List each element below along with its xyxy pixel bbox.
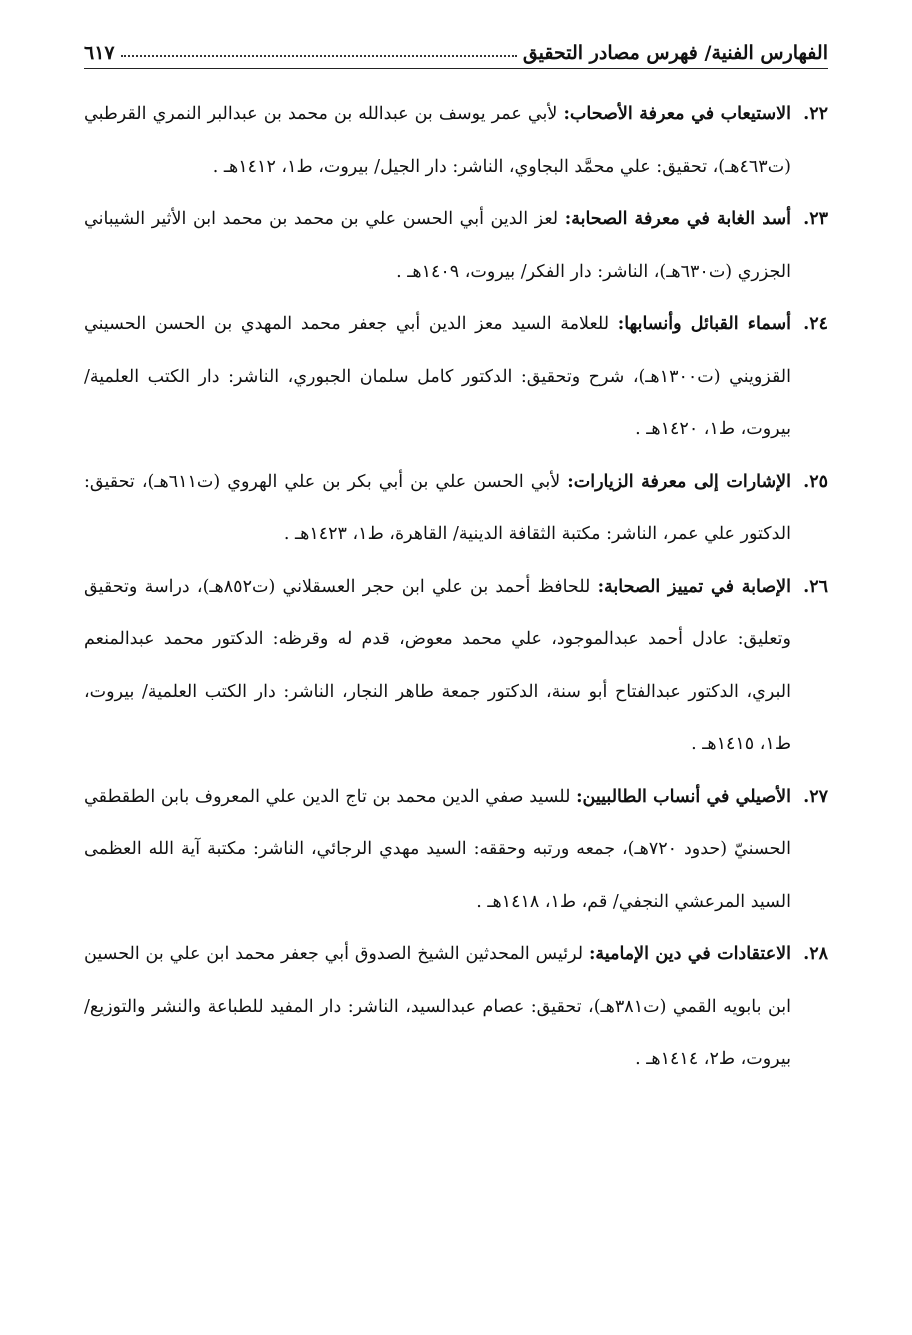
- entry-number: ٢٨.: [803, 944, 828, 964]
- dot-leader: [121, 55, 517, 57]
- entry-heading: الإصابة في تمييز الصحابة:: [597, 576, 791, 597]
- bibliography-entry: [84, 456, 828, 561]
- running-header: [84, 30, 828, 64]
- bibliography-entry: [84, 771, 828, 929]
- entry-heading: أسماء القبائل وأنسابها:: [617, 314, 791, 334]
- entry-text: لرئيس المحدثين الشيخ الصدوق أبي جعفر محمد ابن علي بن الحسين ابن بابويه القمي (ت٣٨١هـ)، تحقيق: عصام عبدالسيد، الناشر: دار المفيد للطباعة والنشر والتوزيع/ بيروت، ط٢، ١٤١٤هـ .: [84, 944, 791, 1069]
- entry-text: للعلامة السيد معز الدين أبي جعفر محمد المهدي بن الحسن الحسيني القزويني (ت١٣٠٠هـ)، شرح وتحقيق: الدكتور كامل سلمان الجبوري، الناشر: دار الكتب العلمية/ بيروت، ط١، ١٤٢٠هـ .: [84, 314, 792, 439]
- bibliography-entry: [84, 561, 828, 771]
- entry-text: لأبي الحسن علي بن أبي بكر بن علي الهروي (ت٦١١هـ)، تحقيق: الدكتور علي عمر، الناشر: مكتبة الثقافة الدينية/ القاهرة، ط١، ١٤٢٣هـ .: [84, 471, 791, 544]
- bibliography-entry: [84, 928, 828, 1086]
- bibliography-entry: [84, 88, 828, 193]
- entry-text: للحافظ أحمد بن علي ابن حجر العسقلاني (ت٨٥٢هـ)، دراسة وتحقيق وتعليق: عادل أحمد عبدالموجود، علي محمد معوض، قدم له وقرظه: الدكتور محمد عبدالمنعم البري، الدكتور عبدالفتاح أبو سنة، الدكتور جمعة طاهر النجار، الناشر: دار الكتب العلمية/ بيروت، ط١، ١٤١٥هـ .: [84, 576, 791, 754]
- entry-heading: الأصيلي في أنساب الطالبيين:: [576, 786, 791, 807]
- entry-heading: الإشارات إلى معرفة الزيارات:: [567, 471, 791, 492]
- entry-heading: أسد الغابة في معرفة الصحابة:: [564, 209, 791, 229]
- page-number: ٦١٧: [84, 42, 115, 64]
- entry-text: لعز الدين أبي الحسن علي بن محمد بن محمد ابن الأثير الشيباني الجزري (ت٦٣٠هـ)، الناشر: دار الفكر/ بيروت، ١٤٠٩هـ .: [84, 209, 791, 282]
- entry-number: ٢٧.: [803, 786, 828, 807]
- entry-number: ٢٢.: [803, 104, 828, 124]
- bibliography-list: [84, 88, 828, 1086]
- entry-text: للسيد صفي الدين محمد بن تاج الدين علي المعروف بابن الطقطقي الحسنيّ (حدود ٧٢٠هـ)، جمعه ورتبه وحققه: السيد مهدي الرجائي، الناشر: مكتبة آية الله العظمى السيد المرعشي النجفي/ قم، ط١، ١٤١٨هـ .: [84, 786, 791, 912]
- entry-text: لأبي عمر يوسف بن عبدالله بن محمد بن عبدالبر النمري القرطبي (ت٤٦٣هـ)، تحقيق: علي محمَّد البجاوي، الناشر: دار الجيل/ بيروت، ط١، ١٤١٢هـ .: [84, 104, 791, 177]
- header-rule: [84, 68, 828, 69]
- entry-number: ٢٦.: [803, 576, 828, 597]
- entry-number: ٢٣.: [803, 209, 828, 229]
- entry-heading: الاعتقادات في دين الإمامية:: [588, 944, 791, 964]
- bibliography-entry: [84, 193, 828, 298]
- entry-number: ٢٥.: [803, 471, 828, 492]
- entry-number: ٢٤.: [803, 314, 828, 334]
- entry-heading: الاستيعاب في معرفة الأصحاب:: [563, 104, 791, 124]
- header-title: الفهارس الفنية/ فهرس مصادر التحقيق: [522, 42, 828, 64]
- bibliography-entry: [84, 298, 828, 456]
